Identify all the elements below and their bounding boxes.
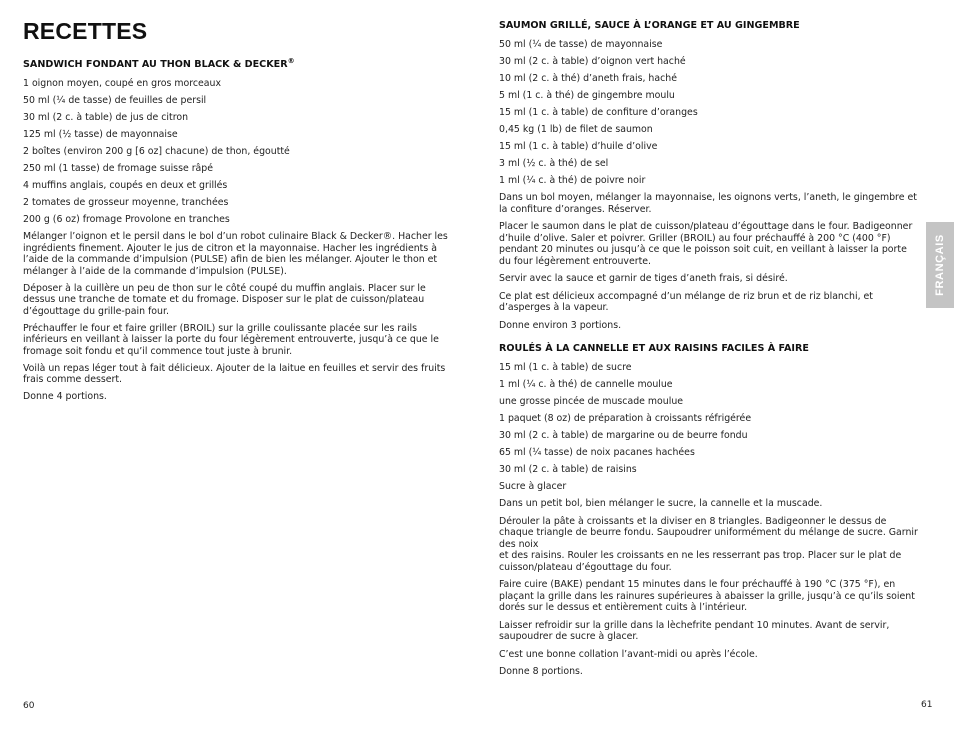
ingredient-line: 65 ml (¼ tasse) de noix pacanes hachées bbox=[499, 447, 695, 458]
ingredient-line: 3 ml (½ c. à thé) de sel bbox=[499, 158, 609, 169]
instruction-paragraph: et des raisins. Rouler les croissants en ne les resserrant pas trop. Placer sur le plat de cuisson/plateau d’égouttage du four. bbox=[499, 550, 902, 573]
language-tab-label: FRANÇAIS bbox=[934, 234, 947, 296]
ingredient-line: 1 oignon moyen, coupé en gros morceaux bbox=[23, 78, 222, 90]
ingredient-line: 200 g (6 oz) fromage Provolone en tranches bbox=[23, 214, 230, 226]
ingredient-line: 15 ml (1 c. à table) de sucre bbox=[499, 362, 632, 373]
instruction-paragraph: Déposer à la cuillère un peu de thon sur le côté coupé du muffin anglais. Placer sur le dessus une tranche de tomate et du fromage. Disposer sur le plat de cuisson/plateau d’égouttage du grille-pain four. bbox=[23, 282, 426, 317]
recipe-title: SAUMON GRILLÉ, SAUCE À L’ORANGE ET AU GINGEMBRE bbox=[499, 20, 800, 31]
ingredient-line: 30 ml (2 c. à table) d’oignon vert haché bbox=[499, 56, 686, 67]
left-page bbox=[23, 0, 455, 738]
ingredient-line: 30 ml (2 c. à table) de raisins bbox=[499, 464, 637, 475]
instruction-paragraph: Placer le saumon dans le plat de cuisson/plateau d’égouttage dans le four. Badigeonner d’huile d’olive. Saler et poivrer. Griller (BROIL) au four préchauffé à 200 °C (400 °F) pendant 20 minutes ou jusqu’à ce que le poisson soit cuit, en veillant à laisser la porte du four légèrement entrouverte. bbox=[499, 221, 913, 267]
ingredient-line: 250 ml (1 tasse) de fromage suisse râpé bbox=[23, 163, 214, 175]
yield-line: Donne 8 portions. bbox=[499, 666, 583, 677]
instruction-paragraph: Servir avec la sauce et garnir de tiges d’aneth frais, si désiré. bbox=[499, 273, 788, 284]
ingredient-line: 1 ml (¼ c. à thé) de poivre noir bbox=[499, 175, 646, 186]
recipe-title bbox=[23, 55, 455, 71]
ingredient-line: 5 ml (1 c. à thé) de gingembre moulu bbox=[499, 90, 675, 101]
ingredient-line: 15 ml (1 c. à table) d’huile d’olive bbox=[499, 141, 658, 152]
right-page bbox=[499, 0, 921, 738]
yield-line: Donne environ 3 portions. bbox=[499, 319, 622, 331]
page-number-left: 60 bbox=[23, 701, 35, 711]
recipe-title-text: SANDWICH FONDANT AU THON BLACK & DECKER bbox=[23, 59, 288, 71]
ingredient-line: Sucre à glacer bbox=[499, 481, 567, 492]
page-number-right: 61 bbox=[921, 700, 933, 710]
language-tab bbox=[926, 222, 954, 308]
ingredient-line: 10 ml (2 c. à thé) d’aneth frais, haché bbox=[499, 73, 677, 84]
tuna-recipe bbox=[23, 55, 455, 408]
instruction-paragraph: Voilà un repas léger tout à fait délicieux. Ajouter de la laitue en feuilles et servir des fruits frais comme dessert. bbox=[23, 362, 446, 386]
instruction-paragraph: Ce plat est délicieux accompagné d’un mélange de riz brun et de riz blanchi, et d’asperges à la vapeur. bbox=[499, 290, 873, 313]
instruction-paragraph: C’est une bonne collation l’avant-midi ou après l’école. bbox=[499, 648, 758, 660]
instruction-paragraph: Mélanger l’oignon et le persil dans le bol d’un robot culinaire Black & Decker®. Hacher les ingrédients finement. Ajouter le jus de citron et la mayonnaise. Hacher les ingrédients à l’aide de la commande d’impulsion (PULSE) afin de bien les mélanger. Ajouter le thon et mélanger à l’aide de la commande d’impulsion (PULSE). bbox=[23, 231, 448, 277]
registered-mark: ® bbox=[287, 57, 295, 65]
recipe-title: ROULÉS À LA CANNELLE ET AUX RAISINS FACILES À FAIRE bbox=[499, 343, 809, 354]
right-recipes bbox=[499, 19, 921, 684]
ingredient-line: 2 tomates de grosseur moyenne, tranchées bbox=[23, 197, 229, 209]
ingredient-line: 50 ml (¼ de tasse) de mayonnaise bbox=[499, 39, 663, 50]
instruction-paragraph: Dérouler la pâte à croissants et la diviser en 8 triangles. Badigeonner le dessus de chaque triangle de beurre fondu. Saupoudrer uniformément du mélange de sucre. Garnir des noix bbox=[499, 515, 918, 550]
page-title: RECETTES bbox=[23, 18, 148, 44]
instruction-paragraph: Préchauffer le four et faire griller (BROIL) sur la grille coulissante placée sur les rails inférieurs en veillant à laisser la porte du four légèrement entrouverte, jusqu’à ce que le fromage soit fondu et qu’il commence tout juste à brunir. bbox=[23, 322, 439, 357]
ingredient-line: 50 ml (¼ de tasse) de feuilles de persil bbox=[23, 95, 207, 107]
instruction-paragraph: Dans un bol moyen, mélanger la mayonnaise, les oignons verts, l’aneth, le gingembre et la confiture d’oranges. Réserver. bbox=[499, 192, 917, 215]
ingredient-line: 4 muffins anglais, coupés en deux et grillés bbox=[23, 180, 228, 192]
ingredient-line: 0,45 kg (1 lb) de filet de saumon bbox=[499, 124, 653, 135]
ingredient-line: 15 ml (1 c. à table) de confiture d’oranges bbox=[499, 107, 698, 118]
yield-line: Donne 4 portions. bbox=[23, 391, 107, 403]
ingredient-line: une grosse pincée de muscade moulue bbox=[499, 396, 684, 407]
instruction-paragraph: Faire cuire (BAKE) pendant 15 minutes dans le four préchauffé à 190 °C (375 °F), en plaçant la grille dans les rainures supérieures à abaisser la grille, jusqu’à ce qu’ils soient dorés sur le dessus et entièrement cuits à l’intérieur. bbox=[499, 579, 915, 613]
ingredient-line: 30 ml (2 c. à table) de margarine ou de beurre fondu bbox=[499, 430, 748, 441]
instruction-paragraph: Dans un petit bol, bien mélanger le sucre, la cannelle et la muscade. bbox=[499, 498, 823, 509]
ingredient-line: 30 ml (2 c. à table) de jus de citron bbox=[23, 112, 189, 124]
ingredient-line: 125 ml (½ tasse) de mayonnaise bbox=[23, 129, 178, 141]
ingredient-line: 1 paquet (8 oz) de préparation à croissants réfrigérée bbox=[499, 413, 752, 424]
ingredient-line: 2 boîtes (environ 200 g [6 oz] chacune) de thon, égoutté bbox=[23, 146, 290, 158]
instruction-paragraph: Laisser refroidir sur la grille dans la lèchefrite pendant 10 minutes. Avant de servir, saupoudrer de sucre à glacer. bbox=[499, 619, 890, 642]
ingredient-line: 1 ml (¼ c. à thé) de cannelle moulue bbox=[499, 379, 673, 390]
